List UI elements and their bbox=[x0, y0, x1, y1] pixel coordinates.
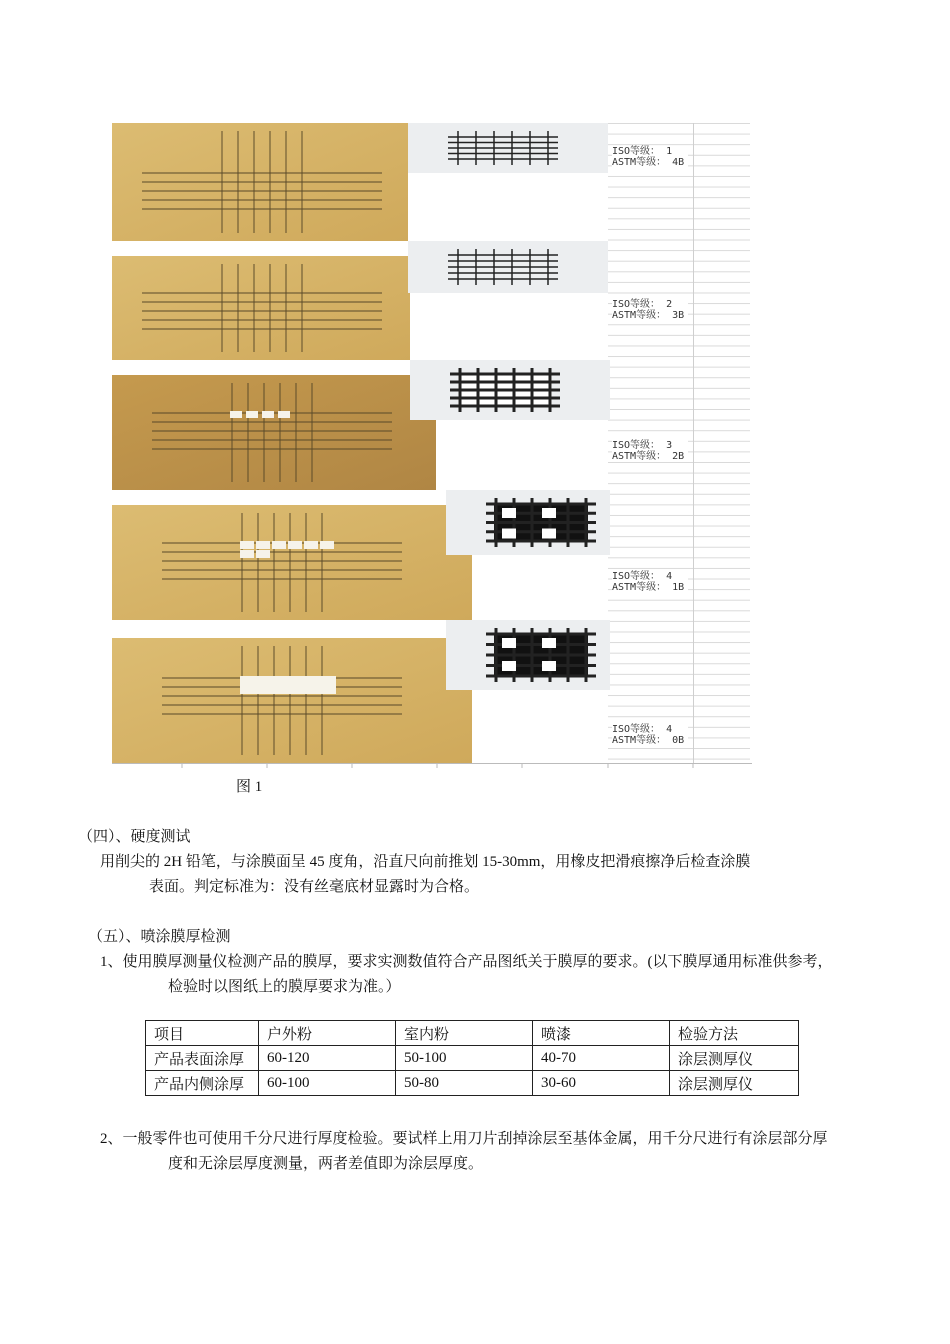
table-header-cell: 户外粉 bbox=[259, 1021, 396, 1046]
section-5-paragraph-1-line-1: 1、使用膜厚测量仪检测产品的膜厚，要求实测数值符合产品图纸关于膜厚的要求。(以下膜厚通用标准供参考， bbox=[100, 954, 833, 970]
cross-cut-grade-figure bbox=[112, 123, 752, 768]
peeled-coating-area bbox=[240, 541, 254, 549]
table-cell: 60-100 bbox=[259, 1071, 396, 1096]
table-cell: 50-100 bbox=[396, 1046, 533, 1071]
grade-label-2 bbox=[612, 299, 688, 321]
astm-grade: ASTM等级： 0B bbox=[612, 735, 685, 746]
coated-sample-photo bbox=[112, 375, 436, 490]
table-cell: 产品内侧涂厚 bbox=[146, 1071, 259, 1096]
table-cell: 30-60 bbox=[533, 1071, 670, 1096]
iso-grade: ISO等级： 4 bbox=[612, 571, 673, 582]
peeled-coating-area bbox=[288, 541, 302, 549]
peeled-coating-area bbox=[256, 541, 270, 549]
grade-label-4 bbox=[612, 571, 688, 593]
peeled-coating-area bbox=[240, 550, 254, 558]
grid-intact-square bbox=[542, 529, 556, 539]
grid-intact-square bbox=[542, 508, 556, 518]
table-header-cell: 喷漆 bbox=[533, 1021, 670, 1046]
grid-intact-square bbox=[542, 638, 556, 648]
grade-label-3 bbox=[612, 440, 688, 462]
peeled-coating-area bbox=[304, 676, 320, 685]
grade-label-1 bbox=[612, 146, 688, 168]
peeled-coating-area bbox=[272, 541, 286, 549]
figure-caption: 图 1 bbox=[236, 779, 263, 795]
peeled-coating-area bbox=[320, 676, 336, 685]
peeled-coating-area bbox=[240, 685, 256, 694]
peeled-coating-area bbox=[246, 411, 258, 418]
peeled-coating-area bbox=[230, 411, 242, 418]
section-4-text-line-1: 用削尖的 2H 铅笔，与涂膜面呈 45 度角，沿直尺向前推划 15-30mm，用橡皮把滑痕擦净后检查涂膜 bbox=[100, 854, 751, 870]
table-cell: 50-80 bbox=[396, 1071, 533, 1096]
table-cell: 涂层测厚仪 bbox=[670, 1071, 799, 1096]
peeled-coating-area bbox=[320, 685, 336, 694]
peeled-coating-area bbox=[304, 541, 318, 549]
table-header-row bbox=[146, 1021, 799, 1046]
grid-intact-square bbox=[502, 661, 516, 671]
peeled-coating-area bbox=[256, 550, 270, 558]
peeled-coating-area bbox=[288, 685, 304, 694]
coated-sample-photo bbox=[112, 256, 410, 360]
peeled-coating-area bbox=[256, 685, 272, 694]
table-row bbox=[146, 1071, 799, 1096]
section-5-paragraph-2-line-1: 2、一般零件也可使用千分尺进行厚度检验。要试样上用刀片刮掉涂层至基体金属，用千分尺进行有涂层部分厚 bbox=[100, 1131, 828, 1147]
iso-grade: ISO等级： 4 bbox=[612, 724, 673, 735]
peeled-coating-area bbox=[272, 685, 288, 694]
peeled-coating-area bbox=[240, 676, 256, 685]
astm-grade: ASTM等级： 2B bbox=[612, 451, 685, 462]
peeled-coating-area bbox=[288, 676, 304, 685]
section-4-text-line-2: 表面。判定标准为：没有丝毫底材显露时为合格。 bbox=[149, 879, 480, 895]
figure-bottom-ruler bbox=[112, 763, 752, 768]
peeled-coating-area bbox=[272, 676, 288, 685]
iso-grade: ISO等级： 1 bbox=[612, 146, 673, 157]
grid-intact-square bbox=[502, 638, 516, 648]
astm-grade: ASTM等级： 4B bbox=[612, 157, 685, 168]
iso-grade: ISO等级： 2 bbox=[612, 299, 673, 310]
coated-sample-photo bbox=[112, 638, 472, 763]
table-header-cell: 室内粉 bbox=[396, 1021, 533, 1046]
grid-intact-square bbox=[502, 508, 516, 518]
cross-cut-sample-photos bbox=[112, 123, 610, 763]
grid-intact-square bbox=[502, 529, 516, 539]
section-4-heading: （四）、硬度测试 bbox=[78, 829, 191, 845]
section-5-paragraph-1-line-2: 检验时以图纸上的膜厚要求为准。） bbox=[168, 979, 401, 995]
table-header-cell: 检验方法 bbox=[670, 1021, 799, 1046]
section-5-paragraph-2-line-2: 度和无涂层厚度测量，两者差值即为涂层厚度。 bbox=[168, 1156, 484, 1172]
peeled-coating-area bbox=[262, 411, 274, 418]
table-cell: 产品表面涂厚 bbox=[146, 1046, 259, 1071]
coated-sample-photo bbox=[112, 505, 472, 620]
astm-grade: ASTM等级： 1B bbox=[612, 582, 685, 593]
table-cell: 60-120 bbox=[259, 1046, 396, 1071]
peeled-coating-area bbox=[256, 676, 272, 685]
grade-label-5 bbox=[612, 724, 688, 746]
peeled-coating-area bbox=[320, 541, 334, 549]
table-cell: 40-70 bbox=[533, 1046, 670, 1071]
table-header-cell: 项目 bbox=[146, 1021, 259, 1046]
section-5-heading: （五）、喷涂膜厚检测 bbox=[88, 929, 231, 945]
table-row bbox=[146, 1046, 799, 1071]
grid-intact-square bbox=[542, 661, 556, 671]
peeled-coating-area bbox=[278, 411, 290, 418]
iso-grade: ISO等级： 3 bbox=[612, 440, 673, 451]
film-thickness-table bbox=[145, 1020, 799, 1096]
peeled-coating-area bbox=[304, 685, 320, 694]
astm-grade: ASTM等级： 3B bbox=[612, 310, 685, 321]
table-cell: 涂层测厚仪 bbox=[670, 1046, 799, 1071]
